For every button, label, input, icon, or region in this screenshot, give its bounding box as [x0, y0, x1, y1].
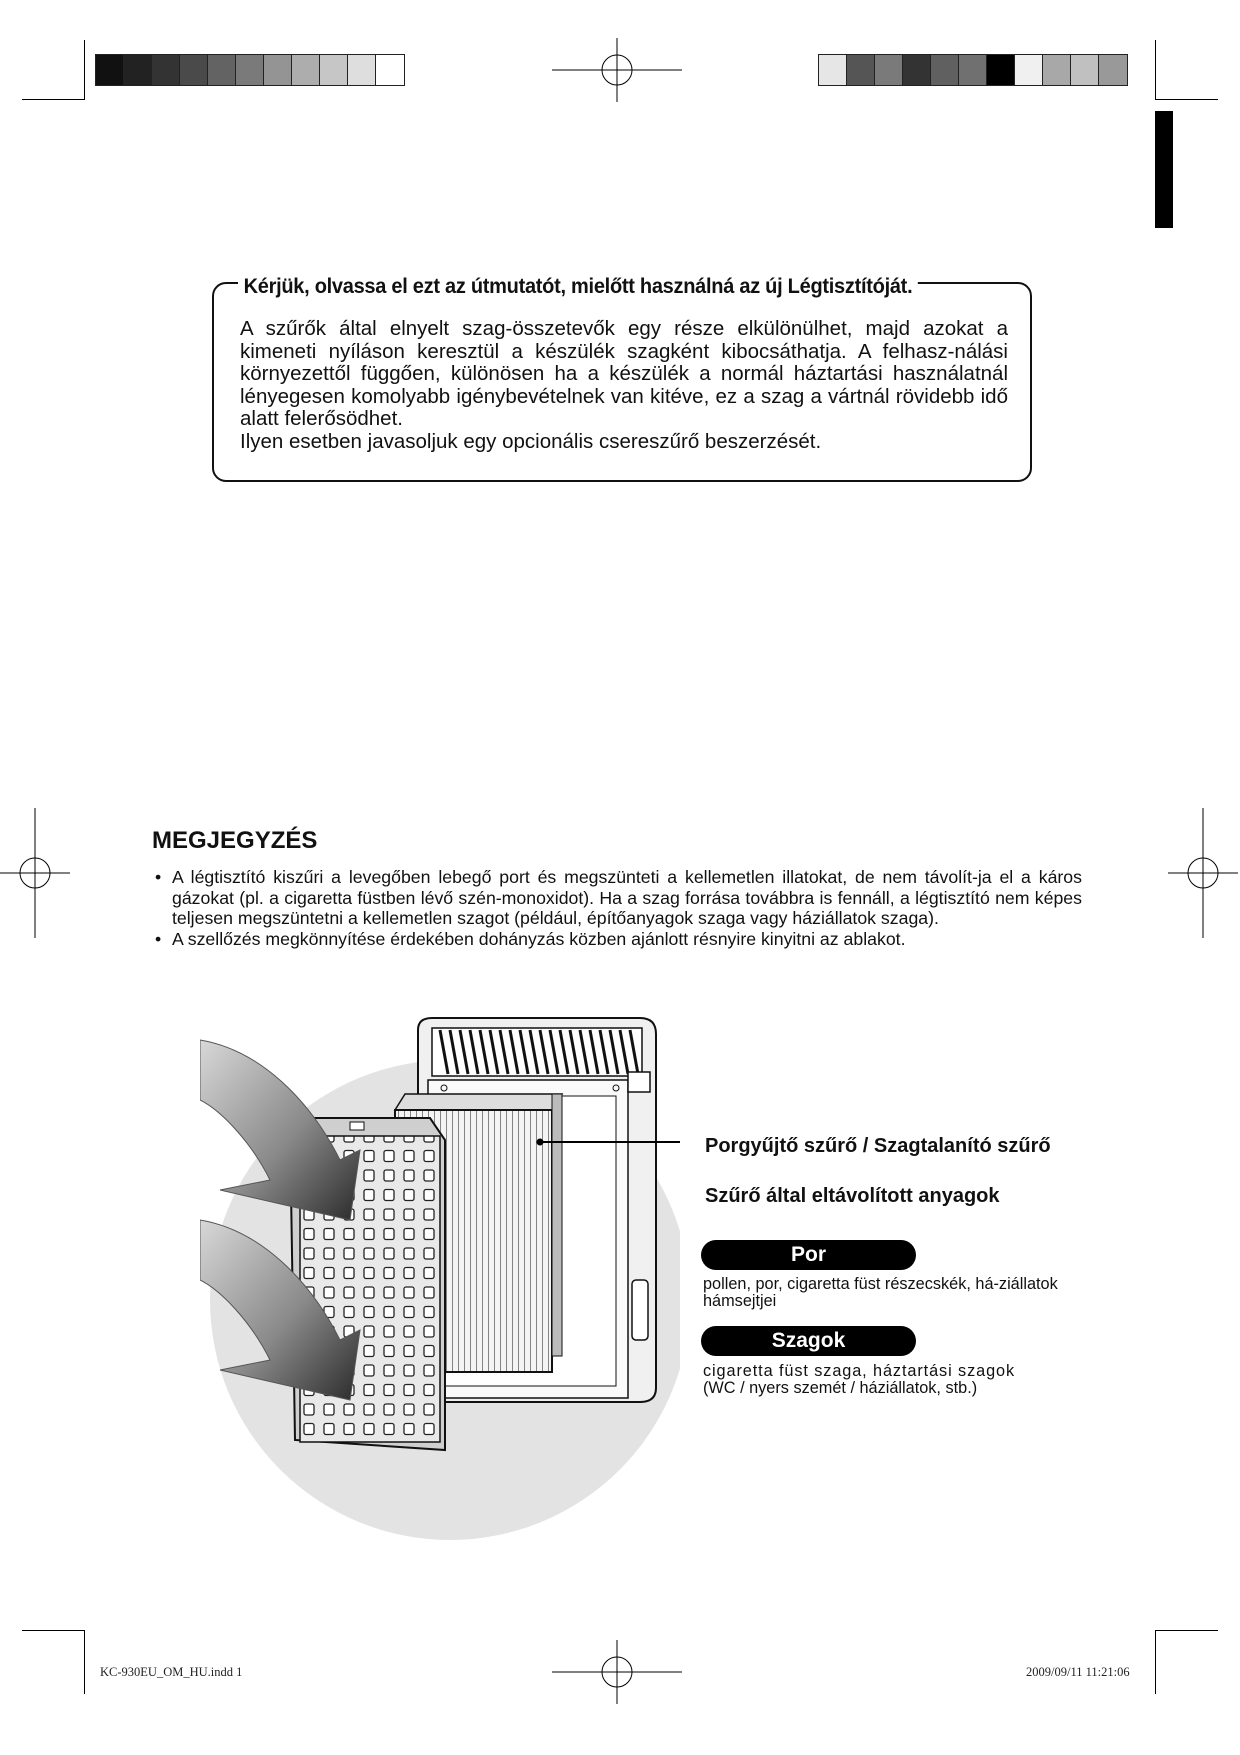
crop-mark-bl-h: [22, 1630, 84, 1631]
notice-body: [240, 318, 1008, 454]
color-swatch: [987, 55, 1015, 85]
crop-mark-br-v: [1155, 1630, 1156, 1694]
color-swatch: [96, 55, 124, 85]
crop-mark-br-h: [1156, 1630, 1218, 1631]
color-swatch: [1043, 55, 1071, 85]
color-swatch: [959, 55, 987, 85]
crop-mark-tr-h: [1156, 99, 1218, 100]
footer-timestamp: 2009/09/11 11:21:06: [1026, 1665, 1130, 1679]
crop-mark-tr-v: [1155, 40, 1156, 100]
color-swatch: [124, 55, 152, 85]
color-swatch: [348, 55, 376, 85]
footer-filename: KC-930EU_OM_HU.indd 1: [100, 1665, 243, 1679]
filter-label: Porgyűjtő szűrő / Szagtalanító szűrő: [705, 1135, 1051, 1157]
notice-title: Kérjük, olvassa el ezt az útmutatót, mielőtt használná az új Légtisztítóját.: [238, 274, 918, 299]
air-purifier-illustration: [200, 1010, 680, 1550]
color-swatch: [320, 55, 348, 85]
color-bar-right: [818, 54, 1128, 86]
crop-mark-bl-v: [84, 1630, 85, 1694]
top-vent: [432, 1028, 642, 1076]
dust-description: pollen, por, cigaretta füst részecskék, há-ziállatok hámsejtjei: [703, 1275, 1058, 1310]
crop-mark-tl-v: [84, 40, 85, 100]
color-swatch: [236, 55, 264, 85]
color-swatch: [1015, 55, 1043, 85]
color-bar-left: [95, 54, 405, 86]
odor-description-line: cigaretta füst szaga, háztartási szagok: [703, 1362, 1016, 1380]
color-swatch: [264, 55, 292, 85]
color-swatch: [152, 55, 180, 85]
color-swatch: [292, 55, 320, 85]
crop-mark-tl-h: [22, 99, 84, 100]
list-item: • A légtisztító kiszűri a levegőben lebegő port és megszünteti a kellemetlen illatokat, de nem távolít-ja el a káros gázokat (pl. a cigaretta füstben lévő szén-monoxidot). Ha a szag forrása továbbra is fennáll, a légtisztító nem képes teljesen megszüntetni a kellemetlen szagot (például, építőanyagok szaga vagy háziállatok szaga).: [152, 867, 1082, 929]
color-swatch: [1099, 55, 1127, 85]
removed-materials-heading: Szűrő által eltávolított anyagok: [705, 1185, 1000, 1207]
color-swatch: [903, 55, 931, 85]
odor-description-line: (WC / nyers szemét / háziállatok, stb.): [703, 1379, 978, 1397]
list-item: • A szellőzés megkönnyítése érdekében dohányzás közben ajánlott résnyire kinyitni az ablakot.: [152, 929, 1082, 950]
odor-badge: Szagok: [701, 1326, 916, 1356]
color-swatch: [875, 55, 903, 85]
section-tab-marker: [1155, 111, 1173, 228]
color-swatch: [819, 55, 847, 85]
notice-paragraph: Ilyen esetben javasoljuk egy opcionális csereszűrő beszerzését.: [240, 429, 822, 453]
color-swatch: [180, 55, 208, 85]
registration-mark-right-icon: [1168, 808, 1238, 938]
color-swatch: [1071, 55, 1099, 85]
color-swatch: [376, 55, 404, 85]
notice-paragraph: A szűrők által elnyelt szag-összetevők egy része elkülönülhet, majd azokat a kimeneti nyíláson keresztül a készülék szagként kibocsáthatja. A felhasz-nálási környezettől függően, különösen ha a készülék a normál háztartási használatnál lényegesen komolyabb igénybevételnek van kitéve, ez a szag a vártnál rövidebb idő alatt felerősödhet.: [240, 317, 1008, 431]
color-swatch: [208, 55, 236, 85]
registration-mark-left-icon: [0, 808, 70, 938]
color-swatch: [847, 55, 875, 85]
registration-mark-bottom-icon: [552, 1640, 682, 1704]
note-heading: MEGJEGYZÉS: [152, 827, 318, 854]
odor-description: [703, 1363, 1063, 1397]
color-swatch: [931, 55, 959, 85]
note-list: [152, 867, 1082, 949]
registration-mark-top-icon: [552, 38, 682, 102]
dust-badge: Por: [701, 1240, 916, 1270]
